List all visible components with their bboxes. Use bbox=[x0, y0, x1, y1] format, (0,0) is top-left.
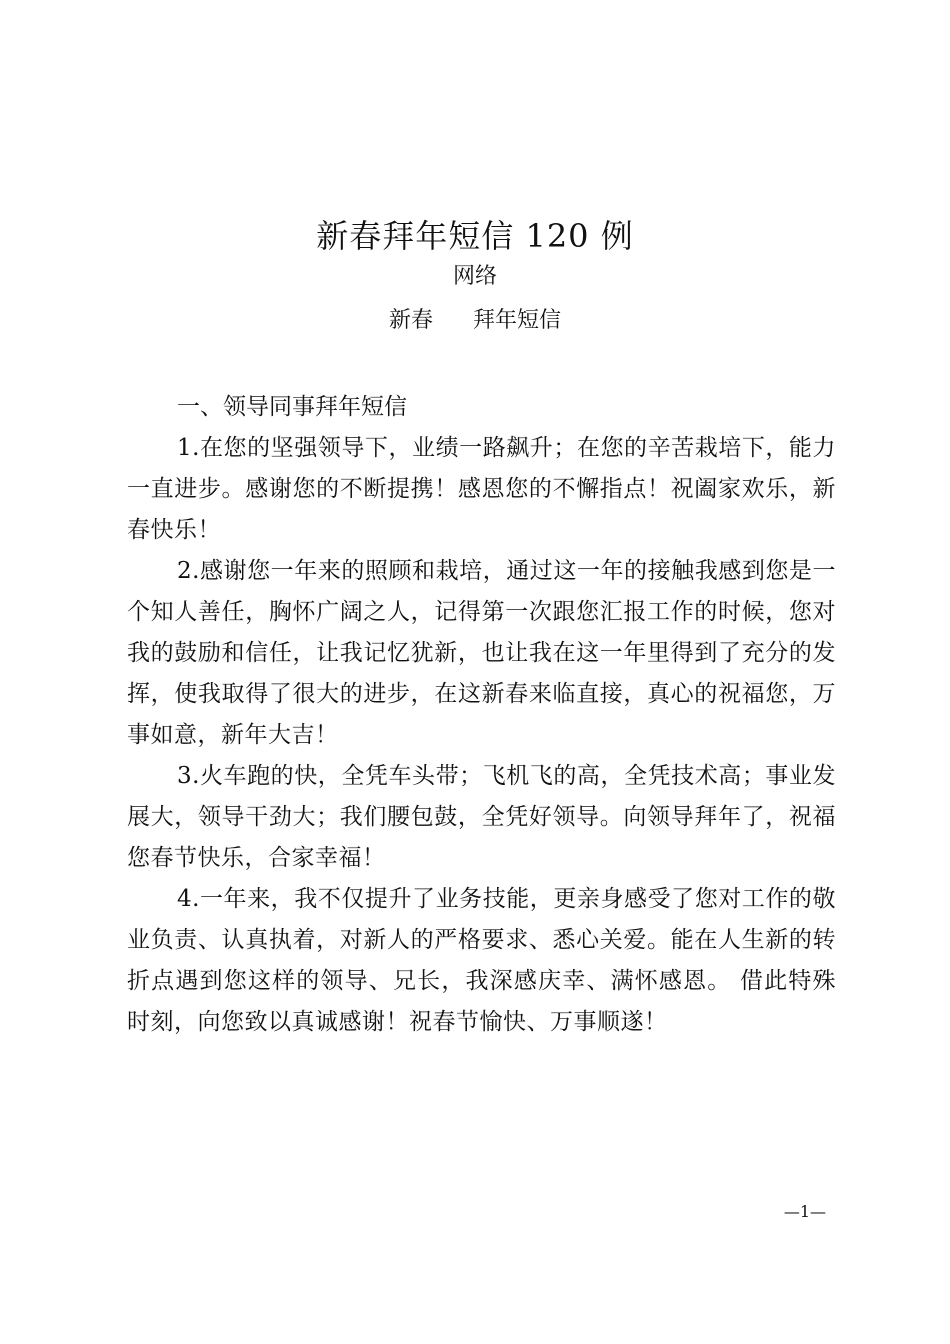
keyword-2: 拜年短信 bbox=[473, 308, 562, 333]
paragraph-1: 1.在您的坚强领导下，业绩一路飙升；在您的辛苦栽培下，能力一直进步。感谢您的不断提携！感恩您的不懈指点！祝阖家欢乐，新春快乐！ bbox=[127, 435, 836, 543]
document-keywords bbox=[0, 305, 950, 337]
document-title: 新春拜年短信 120 例 bbox=[316, 217, 634, 255]
paragraph-4: 4.一年来，我不仅提升了业务技能，更亲身感受了您对工作的敬业负责、认真执着，对新人的严格要求、悉心关爱。能在人生新的转折点遇到您这样的领导、兄长，我深感庆幸、满怀感恩。 借此特殊时刻，向您致以真诚感谢！祝春节愉快、万事顺遂！ bbox=[127, 886, 836, 1035]
section-heading: 一、领导同事拜年短信 bbox=[177, 394, 407, 420]
paragraph-2: 2.感谢您一年来的照顾和栽培，通过这一年的接触我感到您是一个知人善任，胸怀广阔之人，记得第一次跟您汇报工作的时候，您对我的鼓励和信任，让我记忆犹新，也让我在这一年里得到了充分的发挥，使我取得了很大的进步，在这新春来临直接，真心的祝福您，万事如意，新年大吉！ bbox=[127, 558, 836, 748]
paragraph-3: 3.火车跑的快，全凭车头带；飞机飞的高，全凭技术高；事业发展大，领导干劲大；我们腰包鼓，全凭好领导。向领导拜年了，祝福您春节快乐，合家幸福！ bbox=[127, 763, 836, 871]
keyword-1: 新春 bbox=[388, 308, 433, 333]
document-body bbox=[127, 387, 836, 1043]
document-author: 网络 bbox=[452, 264, 497, 289]
page-number: —1— bbox=[783, 1202, 826, 1221]
